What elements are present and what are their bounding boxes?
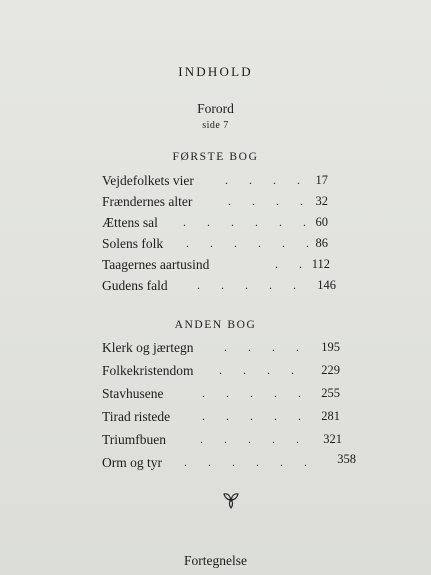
toc-entry-page: 321 [323,432,342,446]
toc-entry-page: 32 [315,194,328,208]
dot-leader: . . . . [224,340,308,354]
toc-entry [102,194,342,214]
toc-entry-page: 358 [337,452,356,466]
toc-entry [102,432,342,452]
dot-leader: . . . . [225,173,309,187]
dot-leader: . . . . . [197,278,305,292]
toc-entry-label: Triumfbuen [102,432,167,447]
toc-entry [102,215,342,235]
dot-leader: . . . . . [202,386,310,400]
dot-leader: . . . . . . [184,455,316,469]
book-heading-first: FØRSTE BOG [172,151,259,163]
dot-leader: . . . . [228,194,312,208]
toc-entry [102,340,342,360]
triquetra-icon [221,490,241,510]
toc-entry-page: 195 [321,340,340,354]
dot-leader: . . [275,257,311,271]
toc-entry-label: Frændernes alter [102,194,193,209]
book-heading-second: ANDEN BOG [174,319,257,331]
toc-entry-page: 255 [321,386,340,400]
toc-entry [102,452,356,475]
toc-entry [102,278,342,298]
toc-entry-label: Orm og tyr [102,455,162,470]
toc-entry [102,173,342,193]
toc-entry [102,409,342,429]
footer-heading: Fortegnelse [184,553,247,568]
toc-entry-label: Vejdefolkets vier [102,173,194,188]
toc-entry-page: 281 [321,409,340,423]
dot-leader: . . . . . . [186,236,318,250]
toc-entry-label: Gudens fald [102,278,168,293]
toc-entry-label: Taagernes aartusind [102,257,210,272]
toc-entry-page: 146 [317,278,336,292]
toc-entry-page: 86 [315,236,328,250]
toc-entry-label: Folkekristendom [102,363,194,378]
toc-entry-page: 17 [315,173,328,187]
dot-leader: . . . . [219,363,303,377]
toc-entry [102,363,342,383]
dot-leader: . . . . . [202,409,310,423]
foreword-label: Forord [197,101,234,116]
toc-entry-page: 112 [311,257,330,271]
toc-entry-page: 60 [315,215,328,229]
page-title: INDHOLD [178,64,253,79]
toc-entry-label: Solens folk [102,236,164,251]
toc-entry-label: Ættens sal [102,215,158,230]
foreword-page-ref: side 7 [202,120,229,131]
toc-entry-label: Stavhusene [102,386,164,401]
toc-entry-page: 229 [321,363,340,377]
dot-leader: . . . . . [200,432,308,446]
toc-entry-label: Tirad ristede [102,409,171,424]
toc-entry [102,257,342,277]
toc-entry [102,236,342,256]
toc-entry [102,386,342,406]
toc-entry-label: Klerk og jærtegn [102,340,194,355]
dot-leader: . . . . . . [183,215,315,229]
